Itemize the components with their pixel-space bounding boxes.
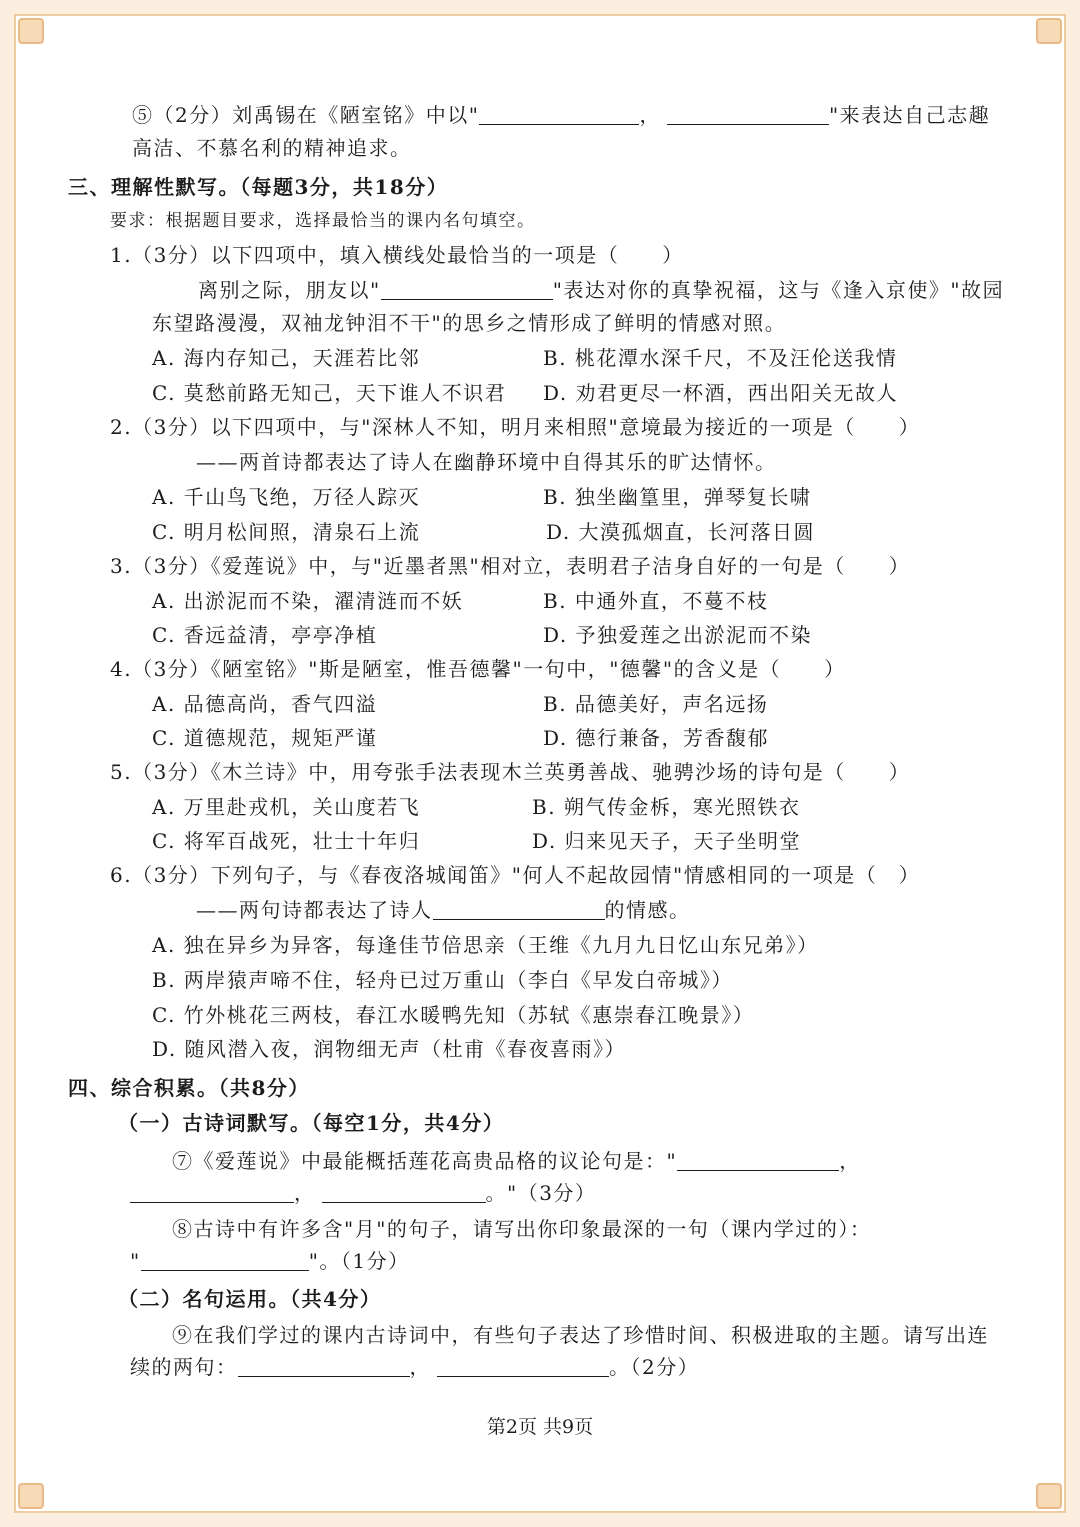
q6-option-b[interactable]: B. 两岸猿声啼不住，轻舟已过万重山（李白《早发白帝城》） [152,968,733,992]
q4-option-a[interactable]: A. 品德高尚，香气四溢 [152,692,378,716]
q3-option-a[interactable]: A. 出淤泥而不染，濯清涟而不妖 [152,589,464,613]
q2-option-a[interactable]: A. 千山鸟飞绝，万径人踪灭 [152,485,421,509]
answer-blank[interactable] [677,1148,839,1171]
q2-stem: 2.（3分）以下四项中，与"深林人不知，明月来相照"意境最为接近的一项是（ ） [110,415,921,439]
q2-context: ——两首诗都表达了诗人在幽静环境中自得其乐的旷达情怀。 [196,450,777,474]
q5-line1: ⑤（2分）刘禹锡在《陋室铭》中以" ， "来表达自己志趣 [132,103,991,127]
q7-line1: ⑦《爱莲说》中最能概括莲花高贵品格的议论句是：" ， [172,1149,861,1173]
q6-option-c[interactable]: C. 竹外桃花三两枝，春江水暖鸭先知（苏轼《惠崇春江晚景》） [152,1003,755,1027]
answer-blank[interactable] [141,1248,309,1271]
section3-requirement: 要求：根据题目要求，选择最恰当的课内名句填空。 [110,211,536,231]
q6-context: ——两句诗都表达了诗人 的情感。 [196,898,691,922]
q4-option-c[interactable]: C. 道德规范，规矩严谨 [152,726,378,750]
q3-option-c[interactable]: C. 香远益清，亭亭净植 [152,623,378,647]
corner-ornament [1036,18,1062,44]
q5-option-b[interactable]: B. 朔气传金柝，寒光照铁衣 [532,795,801,819]
q1-option-a[interactable]: A. 海内存知己，天涯若比邻 [152,346,421,370]
q9-line2: 续的两句： ， 。（2分） [130,1355,700,1379]
answer-blank[interactable] [479,102,639,125]
q8-line2: " "。（1分） [130,1249,410,1273]
corner-ornament [18,1483,44,1509]
q4-stem: 4.（3分）《陋室铭》"斯是陋室，惟吾德馨"一句中，"德馨"的含义是（ ） [110,657,846,681]
q8-line1: ⑧古诗中有许多含"月"的句子，请写出你印象最深的一句（课内学过的）： [172,1217,872,1241]
q3-option-d[interactable]: D. 予独爱莲之出淤泥而不染 [543,623,813,647]
page-number: 第2页 共9页 [486,1416,594,1438]
q1-context-line1: 离别之际，朋友以" "表达对你的真挚祝福，这与《逢入京使》"故园 [198,278,1005,302]
answer-blank[interactable] [667,102,829,125]
corner-ornament [18,18,44,44]
q2-option-b[interactable]: B. 独坐幽篁里，弹琴复长啸 [543,485,812,509]
q5-stem: 5.（3分）《木兰诗》中，用夸张手法表现木兰英勇善战、驰骋沙场的诗句是（ ） [110,760,911,784]
q6-stem: 6.（3分）下列句子，与《春夜洛城闻笛》"何人不起故园情"情感相同的一项是（ ） [110,863,921,887]
section3-title: 三、理解性默写。（每题3分，共18分） [68,175,449,199]
section4-part1-title: （一）古诗词默写。（每空1分，共4分） [118,1111,505,1135]
answer-blank[interactable] [322,1180,486,1203]
q4-option-d[interactable]: D. 德行兼备，芳香馥郁 [543,726,770,750]
q3-option-b[interactable]: B. 中通外直，不蔓不枝 [543,589,769,613]
corner-ornament [1036,1483,1062,1509]
q1-option-b[interactable]: B. 桃花潭水深千尺，不及汪伦送我情 [543,346,898,370]
q1-option-c[interactable]: C. 莫愁前路无知己，天下谁人不识君 [152,381,507,405]
q6-option-d[interactable]: D. 随风潜入夜，润物细无声（杜甫《春夜喜雨》） [152,1037,627,1061]
q1-option-d[interactable]: D. 劝君更尽一杯酒，西出阳关无故人 [543,381,899,405]
answer-blank[interactable] [433,897,605,920]
q9-line1: ⑨在我们学过的课内古诗词中，有些句子表达了珍惜时间、积极进取的主题。请写出连 [172,1323,989,1347]
q5-line2: 高洁、不慕名利的精神追求。 [132,136,412,160]
q5-option-a[interactable]: A. 万里赴戎机，关山度若飞 [152,795,421,819]
q6-option-a[interactable]: A. 独在异乡为异客，每逢佳节倍思亲（王维《九月九日忆山东兄弟》） [152,933,819,957]
answer-blank[interactable] [381,277,553,300]
q2-option-c[interactable]: C. 明月松间照，清泉石上流 [152,520,421,544]
answer-blank[interactable] [437,1354,609,1377]
section4-part2-title: （二）名句运用。（共4分） [118,1287,382,1311]
q2-option-d[interactable]: D. 大漠孤烟直，长河落日圆 [546,520,816,544]
answer-blank[interactable] [238,1354,410,1377]
answer-blank[interactable] [130,1180,294,1203]
q5-option-d[interactable]: D. 归来见天子，天子坐明堂 [532,829,802,853]
q7-line2: ， 。"（3分） [130,1178,596,1208]
q1-context-line2: 东望路漫漫，双袖龙钟泪不干"的思乡之情形成了鲜明的情感对照。 [152,311,787,335]
section4-title: 四、综合积累。（共8分） [68,1076,310,1100]
q3-stem: 3.（3分）《爱莲说》中，与"近墨者黑"相对立，表明君子洁身自好的一句是（ ） [110,554,911,578]
q1-stem: 1.（3分）以下四项中，填入横线处最恰当的一项是（ ） [110,243,684,267]
q5-option-c[interactable]: C. 将军百战死，壮士十年归 [152,829,421,853]
q4-option-b[interactable]: B. 品德美好，声名远扬 [543,692,769,716]
